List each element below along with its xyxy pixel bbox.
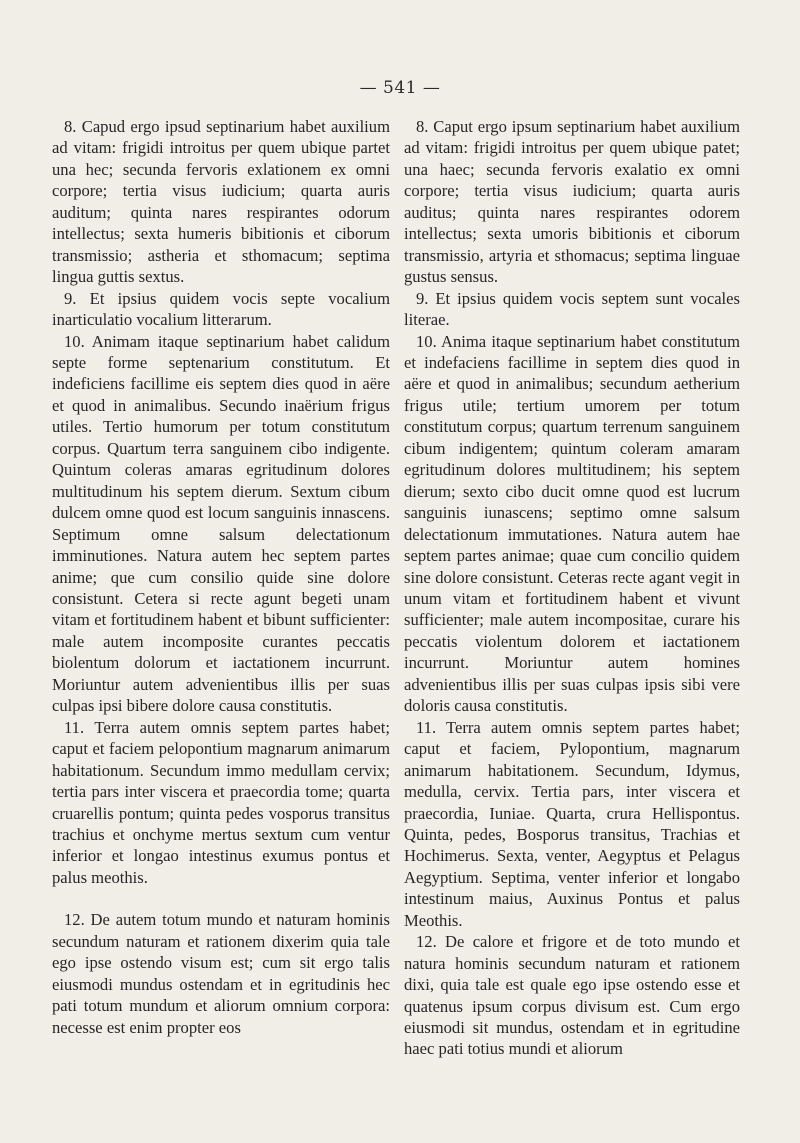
page-number: — 541 — [359,78,441,98]
right-column-paragraph: 12. De calore et frigore et de toto mundo et natura hominis secundum naturam et rationem dixi, quia tale est quale ego ipse ostendo esse et quatenus ipsum corpus divisum est. Cum ergo eiusmodi sit mundus, ostendam et in egritudine haec pati totius mundi et aliorum [404,932,740,1059]
right-column-paragraph: 8. Caput ergo ipsum septinarium habet auxilium ad vitam: frigidi introitus per quem ubique patet; una haec; secunda fervoris exalatio ex omni corpore; tertia visus iudicium; quarta auris auditus; quinta nares respirantes odorem intellectus; sexta umoris bibitionis et ciborum transmissio, artyria et sthomacus; septima linguae gustus sensus. [404,117,740,287]
right-column-paragraph: 11. Terra autem omnis septem partes habet; caput et faciem, Pylopontium, magnarum animarum habitationem. Secundum, Idymus, medulla, cervix. Tertia pars, inter viscera et praecordia, Iuniae. Quarta, crura Hellispontus. Quinta, pedes, Bosporus transitus, Trachias et Hochimerus. Sexta, venter, Aegyptus et Pelagus Aegyptium. Septima, venter inferior et longabo intestinum maius, Auxinus Pontus et palus Meothis. [404,717,740,930]
left-column-paragraph: 12. De autem totum mundo et naturam hominis secundum naturam et rationem dixerim quia tale ego ipse ostendo visum est; cum sit ergo talis eiusmodi mundus ostendam et in egritudinis hec pati totum mundum et aliorum omnium corpora: necesse est enim propter eos [52,910,390,1037]
right-column [404,116,740,1060]
left-column-paragraph: 11. Terra autem omnis septem partes habet; caput et faciem pelopontium magnarum animarum habitationum. Secundum immo medullam cervix; tertia pars inter viscera et praecordia tome; quarta cruarellis pontum; quinta pedes vosporus transitus trachius et onchyme mertus sextum cum ventur inferior et longao intestinus exumus pontus et palus meothis. [52,717,390,887]
left-column-paragraph: 10. Animam itaque septinarium habet calidum septe forme septenarium constitutum. Et indeficiens facillime eis septem dies quod in aëre et quod in animalibus. Secundo inaërium frigus utiles. Tertio humorum per totum constitutum corpus. Quartum terra sanguinem cibo indigente. Quintum coleras amaras egritudinum dolores multitudinum his septem dierum. Sextum cibum dulcem omne quod est locum sanguinis innascens. Septimum omne salsum delectationum imminutiones. Natura autem hec septem partes anime; que cum consilio quide sine dolore consistunt. Cetera si recte agunt begeti unam vitam et fortitudinem habent et bibunt sufficienter: male autem incomposite curantes peccatis biolentum dolorum et iactationem incurrunt. Moriuntur autem advenientibus illis per suas culpas ipsi bibere dolore causa constitutis. [52,331,390,716]
right-column-paragraph: 10. Anima itaque septinarium habet constitutum et indefaciens facillime in septem dies quod in aëre et quod in animalibus; secundum aetherium frigus utile; tertium umorem per totum constitutum corpus; quartum terrenum sanguinem cibum indigentem; quintum coleram amaram egritudinum dolores multitudinem; his septem dierum; sexto cibo ducit omne quod est lucrum sanguinis iunascens; septimo omne salsum delectationum immutationes. Natura autem hae septem partes animae; quae cum concilio quidem sine dolore consistunt. Ceteras recte agant vegit in unum vitam et fortitudinem habent et vivunt sufficienter; male autem incompositae, curare his peccatis violentum dolorem et iactationem incurrunt. Moriuntur autem homines advenientibus illis per suas culpas ipsis sibi vere doloris causa constitutis. [404,331,740,716]
left-column [52,116,390,1038]
left-column-paragraph: 9. Et ipsius quidem vocis septe vocalium inarticulatio vocalium litterarum. [52,288,390,330]
left-column-paragraph: 8. Capud ergo ipsud septinarium habet auxilium ad vitam: frigidi introitus per quem ubique partet una hec; secunda fervoris exlationem ex omni corpore; tertia visus iudicium; quarta auris auditum; quinta nares respirantes odorum intellectus; sexta humeris bibitionis et ciborum transmissio; astheria et sthomacum; septima lingua guttis sextus. [52,117,390,287]
right-column-paragraph: 9. Et ipsius quidem vocis septem sunt vocales literae. [404,288,740,330]
